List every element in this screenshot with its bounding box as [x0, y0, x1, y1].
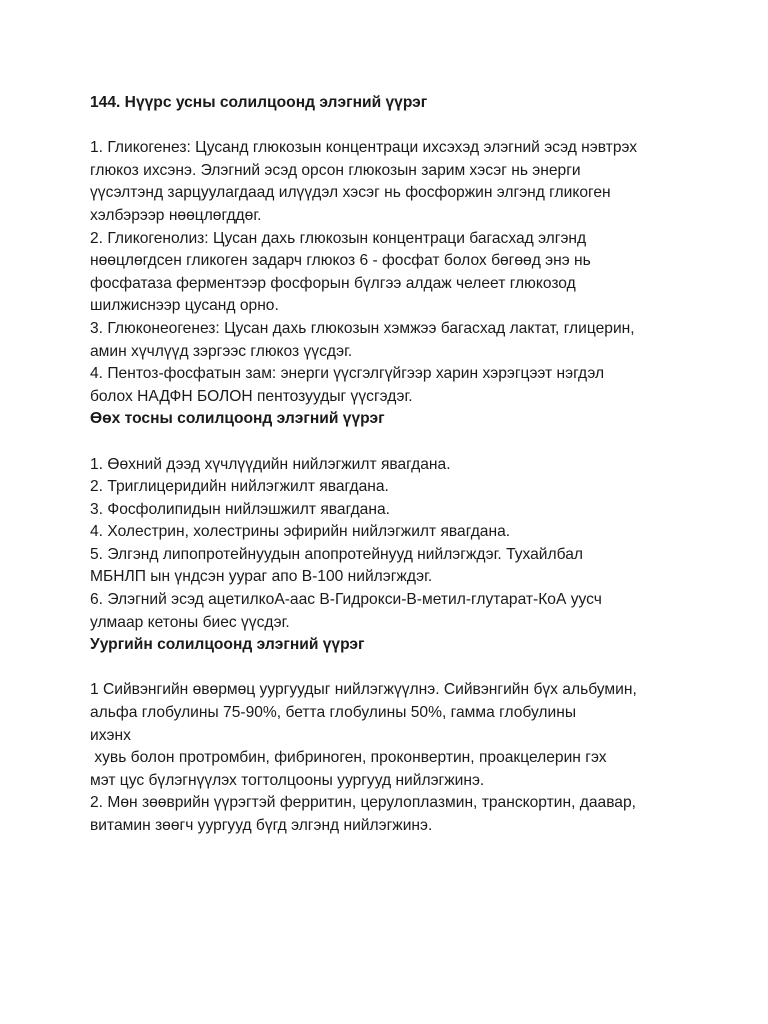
- text-line: 2. Мөн зөөврийн үүрэгтэй ферритин, церулоплазмин, транскортин, даавар,: [90, 794, 636, 812]
- text-line: 1. Гликогенез: Цусанд глюкозын концентраци ихсэхэд элэгний эсэд нэвтрэх: [90, 139, 638, 157]
- text-line: глюкоз ихсэнэ. Элэгний эсэд орсон глюкозын зарим хэсэг нь энерги: [90, 161, 581, 179]
- text-line: 3. Глюконеогенез: Цусан дахь глюкозын хэмжээ багасхад лактат, глицерин,: [90, 319, 635, 337]
- heading-fat-metabolism: Өөх тосны солилцоонд элэгний үүрэг: [90, 410, 385, 428]
- text-line: 2. Триглицеридийн нийлэгжилт явагдана.: [90, 478, 389, 496]
- text-line: 5. Элгэнд липопротейнуудын апопротейнууд нийлэгждэг. Тухайлбал: [90, 545, 583, 563]
- blank-line: [90, 657, 690, 680]
- text-line: МБНЛП ын үндсэн уураг апо В-100 нийлэгждэг.: [90, 568, 433, 586]
- text-line: хувь болон протромбин, фибриноген, проконвертин, проакцелерин гэх: [90, 749, 607, 767]
- text-line: шилжиснээр цусанд орно.: [90, 297, 279, 315]
- text-line: ихэнх: [90, 726, 131, 744]
- text-line: 6. Элэгний эсэд ацетилкоА-аас В-Гидрокси-В-метил-глутарат-КоА уусч: [90, 591, 602, 609]
- text-line: үүсэлтэнд зарцуулагдаад илүүдэл хэсэг нь фосфоржин элгэнд гликоген: [90, 184, 611, 202]
- text-line: витамин зөөгч уургууд бүгд элгэнд нийлэгжинэ.: [90, 817, 433, 834]
- text-line: 1 Сийвэнгийн өвөрмөц уургуудыг нийлэгжүүлнэ. Сийвэнгийн бүх альбумин,: [90, 681, 637, 699]
- heading-carbohydrate-metabolism: 144. Нүүрс усны солилцоонд элэгний үүрэг: [90, 94, 428, 111]
- text-line: 4. Холестрин, холестрины эфирийн нийлэгжилт явагдана.: [90, 523, 511, 541]
- document-body: [90, 92, 690, 838]
- text-line: улмаар кетоны биес үүсдэг.: [90, 613, 290, 631]
- blank-line: [90, 115, 690, 138]
- text-line: альфа глобулины 75-90%, бетта глобулины 50%, гамма глобулины: [90, 704, 577, 722]
- text-line: нөөцлөгдсен гликоген задарч глюкоз 6 - фосфат болох бөгөөд энэ нь: [90, 252, 591, 270]
- blank-line: [90, 431, 690, 454]
- text-line: 2. Гликогенолиз: Цусан дахь глюкозын концентраци багасхад элгэнд: [90, 229, 587, 247]
- text-line: амин хүчлүүд зэргээс глюкоз үүсдэг.: [90, 342, 353, 360]
- text-line: хэлбэрээр нөөцлөгддөг.: [90, 206, 262, 224]
- text-line: 4. Пентоз-фосфатын зам: энерги үүсгэлгүйгээр харин хэрэгцээт нэгдэл: [90, 365, 605, 383]
- text-line: 1. Өөхний дээд хүчлүүдийн нийлэгжилт явагдана.: [90, 455, 451, 473]
- text-line: болох НАДФН БОЛОН пентозуудыг үүсгэдэг.: [90, 387, 413, 405]
- text-line: фосфатаза ферментээр фосфорын бүлгээ алдаж челеет глюкозод: [90, 274, 576, 292]
- heading-protein-metabolism: Уургийн солилцоонд элэгний үүрэг: [90, 636, 365, 654]
- text-line: 3. Фосфолипидын нийлэшжилт явагдана.: [90, 500, 390, 518]
- text-line: мэт цус бүлэгнүүлэх тогтолцооны уургууд нийлэгжинэ.: [90, 771, 485, 789]
